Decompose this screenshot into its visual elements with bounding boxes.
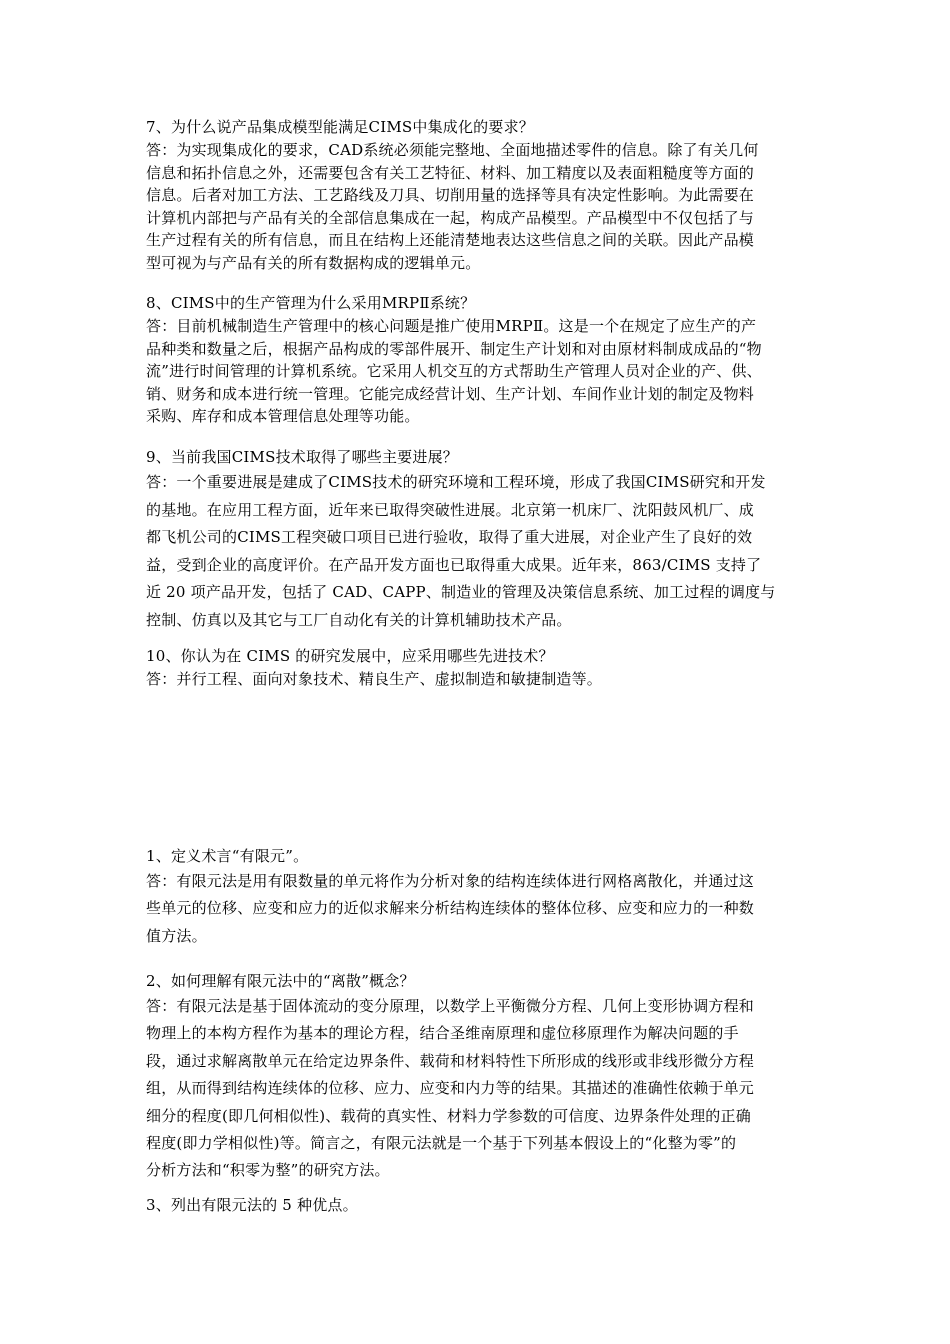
answer-8-line-5: 采购、库存和成本管理信息处理等功能。	[146, 407, 420, 425]
answer-9-line-1: 答：一个重要进展是建成了CIMS技术的研究环境和工程环境，形成了我国CIMS研究和开发	[146, 473, 766, 491]
answer-10-line-1: 答：并行工程、面向对象技术、精良生产、虚拟制造和敏捷制造等。	[146, 670, 603, 688]
answer-fem-2-line-1: 答：有限元法是基于固体流动的变分原理，以数学上平衡微分方程、几何上变形协调方程和	[146, 997, 755, 1015]
answer-fem-2-line-7: 分析方法和“积零为整”的研究方法。	[146, 1161, 390, 1180]
answer-8-line-4: 销、财务和成本进行统一管理。它能完成经营计划、生产计划、车间作业计划的制定及物料	[146, 384, 755, 403]
qa-section-fem-1	[146, 844, 810, 950]
answer-8-line-3: 流”进行时间管理的计算机系统。它采用人机交互的方式帮助生产管理人员对企业的产、供、	[146, 362, 762, 380]
answer-9-line-6: 控制、仿真以及其它与工厂自动化有关的计算机辅助技术产品。	[146, 610, 572, 629]
answer-9-line-4: 益，受到企业的高度评价。在产品开发方面也已取得重大成果。近年来，863/CIMS 支持了	[146, 555, 762, 574]
answer-7-line-6: 型可视为与产品有关的所有数据构成的逻辑单元。	[146, 253, 481, 272]
question-fem-2: 2、如何理解有限元法中的“离散”概念？	[146, 972, 415, 990]
question-7: 7、为什么说产品集成模型能满足CIMS中集成化的要求？	[146, 118, 534, 136]
answer-7-line-3: 信息。后者对加工方法、工艺路线及刀具、切削用量的选择等具有决定性影响。为此需要在	[146, 186, 755, 204]
answer-9-line-2: 的基地。在应用工程方面，近年来已取得突破性进展。北京第一机床厂、沈阳鼓风机厂、成	[146, 500, 755, 519]
answer-fem-2-line-6: 程度(即力学相似性)等。简言之，有限元法就是一个基于下列基本假设上的“化整为零”的	[146, 1134, 737, 1153]
qa-section-fem-3	[146, 1193, 810, 1217]
question-fem-1: 1、定义术言“有限元”。	[146, 847, 309, 865]
question-9: 9、当前我国CIMS技术取得了哪些主要进展？	[146, 448, 458, 466]
answer-fem-1-line-3: 值方法。	[146, 926, 207, 945]
answer-9-line-3: 都飞机公司的CIMS工程突破口项目已进行验收，取得了重大进展，对企业产生了良好的效	[146, 528, 753, 546]
qa-section-7	[146, 115, 810, 274]
answer-fem-1-line-2: 些单元的位移、应变和应力的近似求解来分析结构连续体的整体位移、应变和应力的一种数	[146, 899, 755, 918]
answer-fem-2-line-4: 组，从而得到结构连续体的位移、应力、应变和内力等的结果。其描述的准确性依赖于单元	[146, 1079, 755, 1098]
answer-7-line-5: 生产过程有关的所有信息，而且在结构上还能清楚地表达这些信息之间的关联。因此产品模	[146, 231, 755, 249]
answer-7-line-4: 计算机内部把与产品有关的全部信息集成在一起，构成产品模型。产品模型中不仅包括了与	[146, 208, 755, 227]
answer-fem-1-line-1: 答：有限元法是用有限数量的单元将作为分析对象的结构连续体进行网格离散化，并通过这	[146, 872, 755, 890]
qa-section-9	[146, 445, 810, 634]
answer-7-line-1: 答：为实现集成化的要求，CAD系统必须能完整地、全面地描述零件的信息。除了有关几何	[146, 141, 759, 159]
question-8: 8、CIMS中的生产管理为什么采用MRPⅡ系统？	[146, 294, 476, 312]
question-10: 10、你认为在 CIMS 的研究发展中，应采用哪些先进技术？	[146, 647, 554, 665]
answer-8-line-2: 品种类和数量之后，根据产品构成的零部件展开、制定生产计划和对由原材料制成成品的“物	[146, 339, 762, 358]
answer-9-line-5: 近 20 项产品开发，包括了 CAD、CAPP、制造业的管理及决策信息系统、加工过程的调度与	[146, 583, 776, 601]
qa-section-10	[146, 644, 810, 691]
answer-fem-2-line-5: 细分的程度(即几何相似性)、载荷的真实性、材料力学参数的可信度、边界条件处理的正确	[146, 1106, 751, 1125]
answer-8-line-1: 答：目前机械制造生产管理中的核心问题是推广使用MRPⅡ。这是一个在规定了应生产的产	[146, 317, 757, 335]
qa-section-fem-2	[146, 969, 810, 1185]
question-fem-3: 3、列出有限元法的 5 种优点。	[146, 1196, 358, 1214]
answer-fem-2-line-3: 段，通过求解离散单元在给定边界条件、载荷和材料特性下所形成的线形或非线形微分方程	[146, 1051, 755, 1070]
answer-7-line-2: 信息和拓扑信息之外，还需要包含有关工艺特征、材料、加工精度以及表面粗糙度等方面的	[146, 163, 755, 182]
qa-section-8	[146, 291, 810, 428]
answer-fem-2-line-2: 物理上的本构方程作为基本的理论方程，结合圣维南原理和虚位移原理作为解决问题的手	[146, 1024, 739, 1043]
